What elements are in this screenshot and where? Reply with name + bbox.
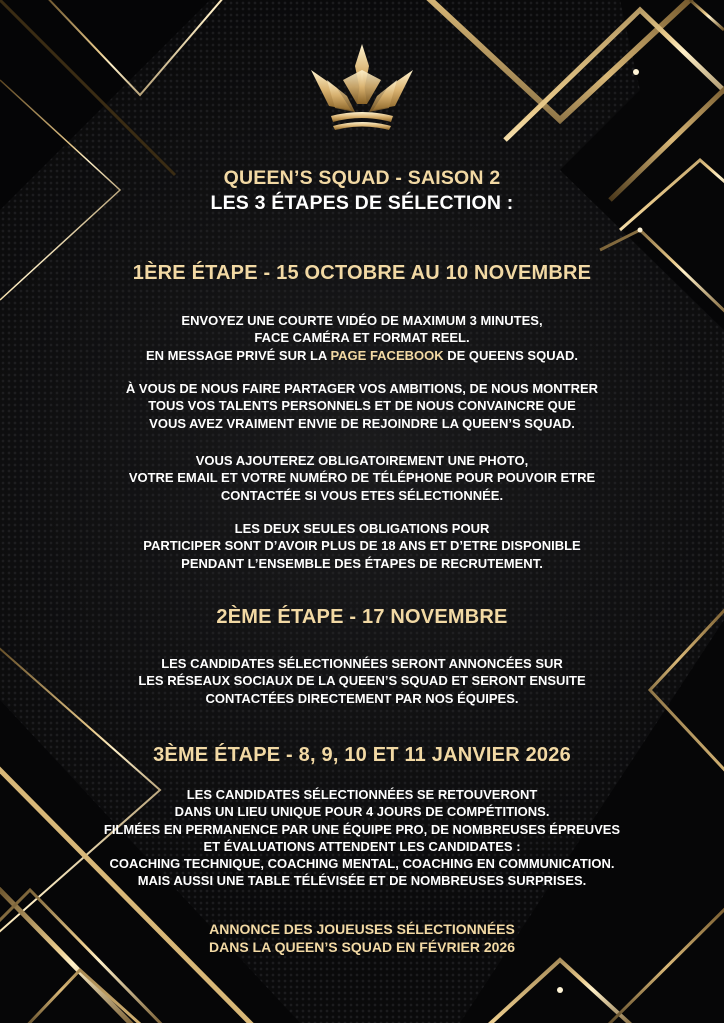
crown-icon — [307, 40, 417, 140]
page-title — [0, 166, 724, 216]
stage-1-paragraph-2 — [20, 380, 704, 432]
text-line: ANNONCE DES JOUEUSES SÉLECTIONNÉES — [209, 921, 515, 937]
stage-2-heading: 2ÈME ÉTAPE - 17 NOVEMBRE — [216, 606, 508, 628]
text-line: FILMÉES EN PERMANENCE PAR UNE ÉQUIPE PRO, DE NOMBREUSES ÉPREUVES — [103, 821, 621, 837]
stage-2-paragraph-1 — [20, 655, 704, 707]
text-line: PENDANT L’ENSEMBLE DES ÉTAPES DE RECRUTEMENT. — [181, 555, 543, 571]
text-line: CONTACTÉES DIRECTEMENT PAR NOS ÉQUIPES. — [205, 690, 519, 706]
text-segment: DE QUEENS SQUAD. — [443, 347, 578, 363]
stage-3-heading: 3ÈME ÉTAPE - 8, 9, 10 ET 11 JANVIER 2026 — [153, 744, 571, 766]
stage-1-paragraph-4 — [20, 520, 704, 572]
text-line: CONTACTÉE SI VOUS ETES SÉLECTIONNÉE. — [220, 487, 504, 503]
text-line: VOUS AJOUTEREZ OBLIGATOIREMENT UNE PHOTO, — [195, 453, 529, 468]
text-line: LES RÉSEAUX SOCIAUX DE LA QUEEN’S SQUAD ET SERONT ENSUITE — [138, 673, 586, 689]
text-line: TOUS VOS TALENTS PERSONNELS ET DE NOUS CONVAINCRE QUE — [148, 398, 576, 414]
text-line: FACE CAMÉRA ET FORMAT REEL. — [254, 330, 470, 346]
closing-announcement — [0, 920, 724, 956]
text-line: VOUS AVEZ VRAIMENT ENVIE DE REJOINDRE LA QUEEN’S SQUAD. — [149, 415, 575, 431]
text-line: ET ÉVALUATIONS ATTENDENT LES CANDIDATES : — [203, 838, 521, 854]
text-line: VOTRE EMAIL ET VOTRE NUMÉRO DE TÉLÉPHONE POUR POUVOIR ETRE — [128, 470, 596, 486]
title-line-2: LES 3 ÉTAPES DE SÉLECTION : — [210, 192, 514, 214]
text-line: DANS LA QUEEN’S SQUAD EN FÉVRIER 2026 — [209, 939, 515, 955]
title-line-1: QUEEN’S SQUAD - SAISON 2 — [223, 167, 501, 189]
text-line — [20, 347, 704, 364]
text-line: DANS UN LIEU UNIQUE POUR 4 JOURS DE COMPÉTITIONS. — [174, 804, 550, 820]
text-line: ENVOYEZ UNE COURTE VIDÉO DE MAXIMUM 3 MINUTES, — [181, 313, 543, 328]
text-line: LES CANDIDATES SÉLECTIONNÉES SERONT ANNONCÉES SUR — [161, 656, 563, 671]
text-line: LES DEUX SEULES OBLIGATIONS POUR — [234, 521, 490, 536]
stage-1-heading: 1ÈRE ÉTAPE - 15 OCTOBRE AU 10 NOVEMBRE — [132, 262, 592, 284]
text-line: MAIS AUSSI UNE TABLE TÉLÉVISÉE ET DE NOMBREUSES SURPRISES. — [137, 873, 587, 889]
text-line: LES CANDIDATES SÉLECTIONNÉES SE RETOUVERONT — [186, 787, 538, 802]
text-segment: EN MESSAGE PRIVÉ SUR LA — [146, 347, 331, 363]
text-line: PARTICIPER SONT D’AVOIR PLUS DE 18 ANS ET D’ETRE DISPONIBLE — [143, 538, 581, 554]
text-line: COACHING TECHNIQUE, COACHING MENTAL, COACHING EN COMMUNICATION. — [109, 856, 615, 872]
facebook-page-link: PAGE FACEBOOK — [330, 347, 444, 363]
stage-3-paragraph-1 — [20, 786, 704, 890]
text-line: À VOUS DE NOUS FAIRE PARTAGER VOS AMBITIONS, DE NOUS MONTRER — [125, 381, 599, 396]
stage-1-paragraph-1 — [20, 312, 704, 364]
stage-1-paragraph-3 — [20, 452, 704, 504]
